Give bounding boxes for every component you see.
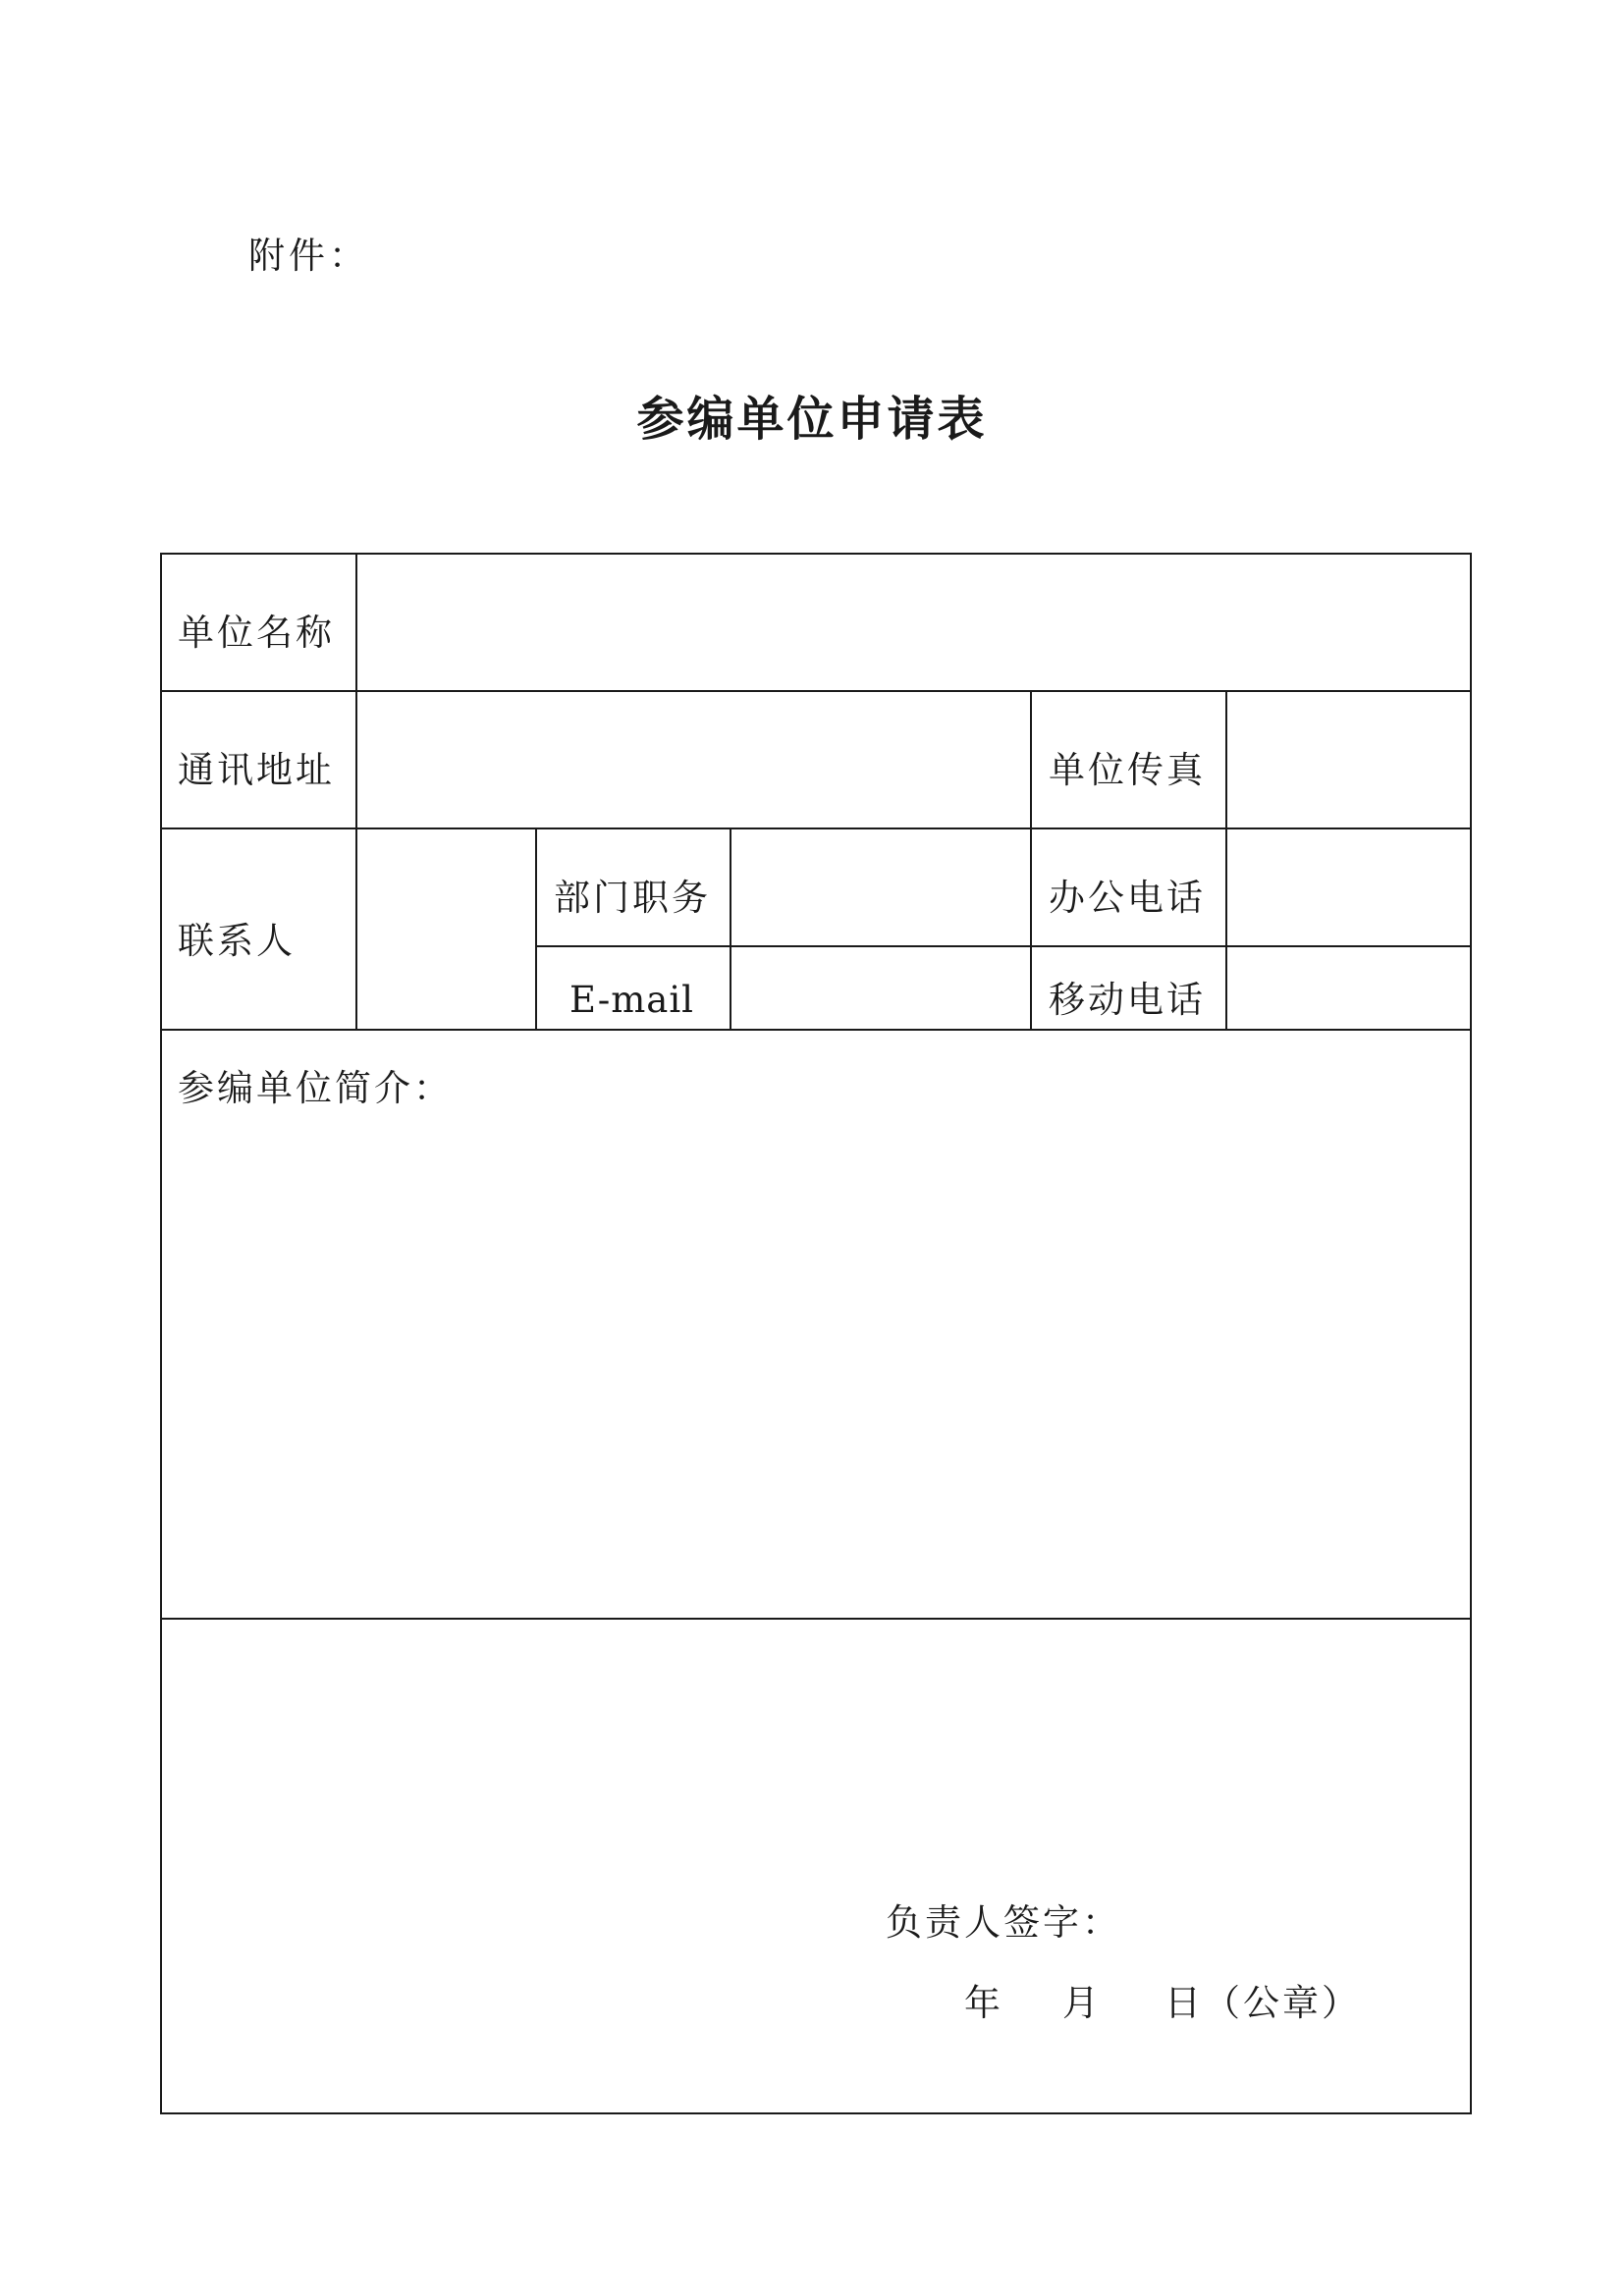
fax-field[interactable]: [1229, 694, 1468, 826]
office-phone-field[interactable]: [1229, 831, 1468, 943]
unit-name-label: 单位名称: [178, 612, 335, 654]
column-divider: [1225, 690, 1227, 1031]
contact-field[interactable]: [359, 831, 533, 1027]
signature-area[interactable]: [164, 1622, 1468, 2110]
fax-label: 单位传真: [1049, 749, 1206, 791]
mobile-label: 移动电话: [1049, 979, 1206, 1021]
address-label: 通讯地址: [178, 749, 335, 791]
year-label: 年: [964, 1982, 1003, 2024]
email-label: E-mail: [569, 979, 695, 1021]
column-divider: [730, 828, 731, 1031]
unit-name-field[interactable]: [359, 557, 1468, 688]
dept-position-field[interactable]: [733, 831, 1028, 943]
page-title: 参编单位申请表: [636, 392, 988, 447]
intro-field[interactable]: [164, 1119, 1468, 1616]
month-label: 月: [1062, 1982, 1102, 2024]
row-divider: [160, 1618, 1472, 1620]
signer-label: 负责人签字：: [886, 1901, 1121, 1944]
attachment-label: 附件：: [248, 235, 369, 277]
column-divider: [535, 828, 537, 1031]
office-phone-label: 办公电话: [1049, 877, 1206, 919]
email-field[interactable]: [733, 949, 1028, 1027]
address-field[interactable]: [359, 694, 1028, 826]
dept-position-label: 部门职务: [554, 877, 711, 919]
row-divider: [535, 945, 1472, 947]
column-divider: [355, 553, 357, 1031]
day-seal-label: 日（公章）: [1164, 1982, 1361, 2024]
intro-label: 参编单位简介：: [178, 1067, 453, 1109]
contact-label: 联系人: [178, 920, 296, 962]
column-divider: [1030, 690, 1032, 1031]
mobile-field[interactable]: [1229, 949, 1468, 1027]
